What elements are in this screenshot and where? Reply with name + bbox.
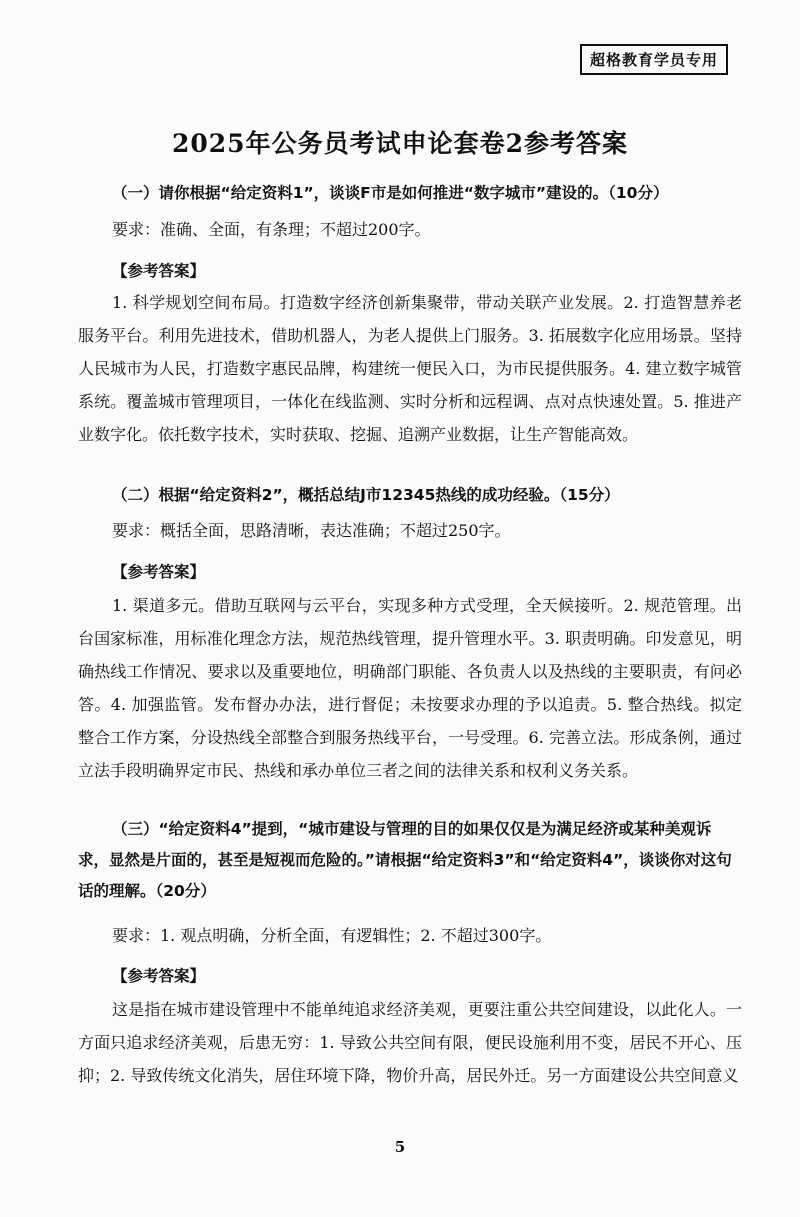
answer-label-2: 【参考答案】 [112,563,206,581]
requirement-3: 要求：1. 观点明确，分析全面，有逻辑性；2. 不超过300字。 [112,926,552,945]
answer-label-1: 【参考答案】 [112,262,206,280]
question-2: （二）根据“给定资料2”，概括总结J市12345热线的成功经验。（15分） [112,486,620,504]
answer-1: 1. 科学规划空间布局。打造数字经济创新集聚带，带动关联产业发展。2. 打造智慧养老服务平台。利用先进技术，借助机器人，为老人提供上门服务。3. 拓展数字化应用场景。坚持人民城市为人民，打造数字惠民品牌，构建统一便民入口，为市民提供服务。4. 建立数字城管系统。覆盖城市管理项目，一体化在线监测、实时分析和远程调、点对点快速处置。5. 推进产业数字化。依托数字技术，实时获取、挖掘、追溯产业数据，让生产智能高效。 [78,293,742,444]
answer-3: 这是指在城市建设管理中不能单纯追求经济美观，更要注重公共空间建设，以此化人。一方面只追求经济美观，后患无穷：1. 导致公共空间有限，便民设施利用不变，居民不开心、压抑；2. 导致传统文化消失，居住环境下降，物价升高，居民外迁。另一方面建设公共空间意义 [78,1000,742,1085]
page-title: 2025年公务员考试申论套卷2参考答案 [172,129,628,158]
page-number: 5 [394,1138,406,1156]
question-1: （一）请你根据“给定资料1”，谈谈F市是如何推进“数字城市”建设的。（10分） [112,184,669,202]
answer-2: 1. 渠道多元。借助互联网与云平台，实现多种方式受理，全天候接听。2. 规范管理。出台国家标准，用标准化理念方法，规范热线管理，提升管理水平。3. 职责明确。印发意见，明确热线工作情况、要求以及重要地位，明确部门职能、各负责人以及热线的主要职责，有问必答。4. 加强监管。发布督办办法，进行督促；未按要求办理的予以追责。5. 整合热线。拟定整合工作方案，分设热线全部整合到服务热线平台，一号受理。6. 完善立法。形成条例，通过立法手段明确界定市民、热线和承办单位三者之间的法律关系和权利义务关系。 [78,596,742,780]
requirement-2: 要求：概括全面，思路清晰，表达准确；不超过250字。 [112,521,511,540]
student-only-stamp: 超格教育学员专用 [580,44,728,75]
requirement-1: 要求：准确、全面，有条理；不超过200字。 [112,220,431,239]
answer-label-3: 【参考答案】 [112,967,206,985]
question-3: （三）“给定资料4”提到，“城市建设与管理的目的如果仅仅是为满足经济或某种美观诉求，显然是片面的，甚至是短视而危险的。”请根据“给定资料3”和“给定资料4”，谈谈你对这句话的理解。（20分） [78,820,732,900]
